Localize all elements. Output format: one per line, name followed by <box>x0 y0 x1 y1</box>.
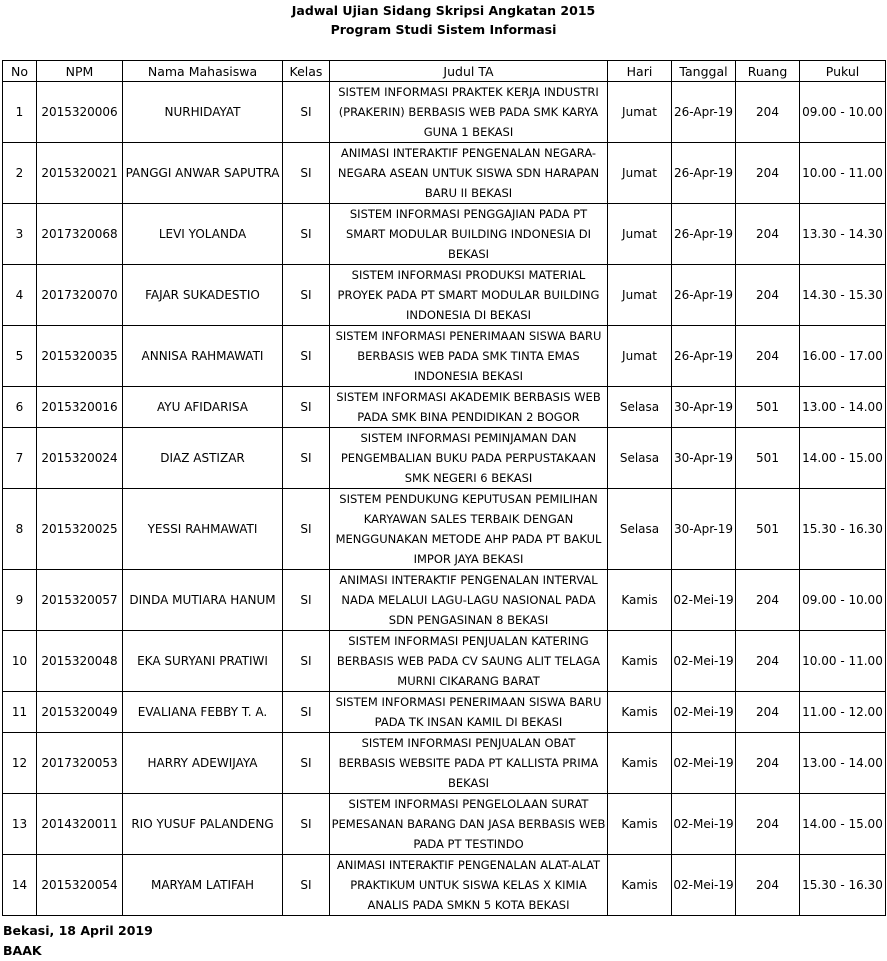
judul-line: PADA TK INSAN KAMIL DI BEKASI <box>374 715 563 729</box>
cell-pukul: 13.30 - 14.30 <box>800 204 886 265</box>
cell-kelas: SI <box>283 489 330 570</box>
cell-npm: 2015320024 <box>37 428 123 489</box>
judul-line: SISTEM INFORMASI PRODUKSI MATERIAL <box>351 268 586 282</box>
table-row <box>3 489 886 570</box>
cell-npm: 2015320006 <box>37 82 123 143</box>
cell-npm: 2015320025 <box>37 489 123 570</box>
judul-line: PENGEMBALIAN BUKU PADA PERPUSTAKAAN <box>340 451 597 465</box>
judul-line: BERBASIS WEB PADA SMK TINTA EMAS <box>357 349 580 363</box>
cell-npm: 2015320054 <box>37 855 123 916</box>
cell-judul <box>330 326 608 387</box>
cell-judul <box>330 631 608 692</box>
cell-tanggal: 02-Mei-19 <box>672 733 736 794</box>
cell-kelas: SI <box>283 794 330 855</box>
cell-kelas: SI <box>283 204 330 265</box>
cell-nama: FAJAR SUKADESTIO <box>123 265 283 326</box>
table-row <box>3 265 886 326</box>
cell-tanggal: 02-Mei-19 <box>672 692 736 733</box>
cell-hari: Selasa <box>608 489 672 570</box>
cell-tanggal: 02-Mei-19 <box>672 570 736 631</box>
table-row <box>3 855 886 916</box>
cell-kelas: SI <box>283 570 330 631</box>
cell-ruang: 204 <box>736 855 800 916</box>
cell-pukul: 13.00 - 14.00 <box>800 733 886 794</box>
judul-line: SISTEM INFORMASI PENJUALAN KATERING <box>348 634 589 648</box>
cell-judul <box>330 387 608 428</box>
table-row <box>3 428 886 489</box>
cell-nama: EVALIANA FEBBY T. A. <box>123 692 283 733</box>
header-nama: Nama Mahasiswa <box>123 61 283 82</box>
cell-npm: 2017320068 <box>37 204 123 265</box>
cell-tanggal: 26-Apr-19 <box>672 82 736 143</box>
cell-hari: Kamis <box>608 855 672 916</box>
cell-kelas: SI <box>283 82 330 143</box>
cell-npm: 2015320035 <box>37 326 123 387</box>
table-row <box>3 692 886 733</box>
cell-hari: Jumat <box>608 143 672 204</box>
table-row <box>3 143 886 204</box>
cell-tanggal: 26-Apr-19 <box>672 265 736 326</box>
cell-hari: Kamis <box>608 570 672 631</box>
schedule-table <box>2 60 886 916</box>
cell-nama: EKA SURYANI PRATIWI <box>123 631 283 692</box>
cell-npm: 2015320049 <box>37 692 123 733</box>
judul-line: SMART MODULAR BUILDING INDONESIA DI <box>345 227 592 241</box>
cell-pukul: 09.00 - 10.00 <box>800 570 886 631</box>
cell-ruang: 204 <box>736 82 800 143</box>
cell-kelas: SI <box>283 733 330 794</box>
judul-line: ANIMASI INTERAKTIF PENGENALAN NEGARA- <box>340 146 597 160</box>
judul-line: (PRAKERIN) BERBASIS WEB PADA SMK KARYA <box>338 105 599 119</box>
cell-pukul: 14.00 - 15.00 <box>800 428 886 489</box>
cell-hari: Jumat <box>608 326 672 387</box>
cell-tanggal: 26-Apr-19 <box>672 204 736 265</box>
header-judul: Judul TA <box>330 61 608 82</box>
judul-line: MURNI CIKARANG BARAT <box>397 674 540 688</box>
cell-nama: DINDA MUTIARA HANUM <box>123 570 283 631</box>
footer-org: BAAK <box>3 943 42 958</box>
judul-line: ANALIS PADA SMKN 5 KOTA BEKASI <box>367 898 570 912</box>
judul-line: SISTEM INFORMASI PENJUALAN OBAT <box>361 736 576 750</box>
cell-judul <box>330 794 608 855</box>
cell-nama: DIAZ ASTIZAR <box>123 428 283 489</box>
cell-kelas: SI <box>283 265 330 326</box>
header-tanggal: Tanggal <box>672 61 736 82</box>
cell-pukul: 14.00 - 15.00 <box>800 794 886 855</box>
cell-nama: RIO YUSUF PALANDENG <box>123 794 283 855</box>
cell-tanggal: 30-Apr-19 <box>672 387 736 428</box>
judul-line: NADA MELALUI LAGU-LAGU NASIONAL PADA <box>341 593 596 607</box>
table-row <box>3 631 886 692</box>
judul-line: SISTEM INFORMASI PRAKTEK KERJA INDUSTRI <box>338 85 599 99</box>
judul-line: SISTEM PENDUKUNG KEPUTUSAN PEMILIHAN <box>339 492 598 506</box>
cell-npm: 2017320053 <box>37 733 123 794</box>
cell-hari: Kamis <box>608 692 672 733</box>
cell-no: 13 <box>3 794 37 855</box>
judul-line: BERBASIS WEB PADA CV SAUNG ALIT TELAGA <box>336 654 601 668</box>
cell-no: 6 <box>3 387 37 428</box>
cell-judul <box>330 265 608 326</box>
header-kelas: Kelas <box>283 61 330 82</box>
cell-nama: NURHIDAYAT <box>123 82 283 143</box>
cell-ruang: 204 <box>736 692 800 733</box>
cell-kelas: SI <box>283 428 330 489</box>
cell-nama: YESSI RAHMAWATI <box>123 489 283 570</box>
judul-line: SISTEM INFORMASI PEMINJAMAN DAN <box>360 431 577 445</box>
judul-line: ANIMASI INTERAKTIF PENGENALAN INTERVAL <box>339 573 598 587</box>
cell-kelas: SI <box>283 143 330 204</box>
cell-pukul: 09.00 - 10.00 <box>800 82 886 143</box>
judul-line: PRAKTIKUM UNTUK SISWA KELAS X KIMIA <box>350 878 587 892</box>
cell-nama: MARYAM LATIFAH <box>123 855 283 916</box>
cell-kelas: SI <box>283 387 330 428</box>
judul-line: INDONESIA BEKASI <box>413 369 524 383</box>
cell-hari: Kamis <box>608 631 672 692</box>
judul-line: SDN PENGASINAN 8 BEKASI <box>388 613 549 627</box>
table-row <box>3 387 886 428</box>
cell-no: 3 <box>3 204 37 265</box>
cell-pukul: 13.00 - 14.00 <box>800 387 886 428</box>
cell-tanggal: 02-Mei-19 <box>672 855 736 916</box>
cell-nama: AYU AFIDARISA <box>123 387 283 428</box>
cell-judul <box>330 428 608 489</box>
cell-pukul: 10.00 - 11.00 <box>800 631 886 692</box>
cell-hari: Jumat <box>608 265 672 326</box>
judul-line: PEMESANAN BARANG DAN JASA BERBASIS WEB <box>331 817 606 831</box>
cell-pukul: 15.30 - 16.30 <box>800 489 886 570</box>
judul-line: BERBASIS WEBSITE PADA PT KALLISTA PRIMA <box>338 756 599 770</box>
cell-ruang: 204 <box>736 143 800 204</box>
judul-line: GUNA 1 BEKASI <box>423 125 514 139</box>
cell-hari: Jumat <box>608 82 672 143</box>
cell-tanggal: 30-Apr-19 <box>672 428 736 489</box>
cell-judul <box>330 489 608 570</box>
cell-tanggal: 26-Apr-19 <box>672 143 736 204</box>
cell-ruang: 204 <box>736 265 800 326</box>
cell-no: 7 <box>3 428 37 489</box>
cell-judul <box>330 82 608 143</box>
header-row <box>3 61 886 82</box>
cell-pukul: 16.00 - 17.00 <box>800 326 886 387</box>
cell-judul <box>330 143 608 204</box>
cell-hari: Kamis <box>608 794 672 855</box>
cell-judul <box>330 570 608 631</box>
cell-nama: PANGGI ANWAR SAPUTRA <box>123 143 283 204</box>
cell-npm: 2014320011 <box>37 794 123 855</box>
judul-line: IMPOR JAYA BEKASI <box>413 552 524 566</box>
table-row <box>3 82 886 143</box>
cell-no: 10 <box>3 631 37 692</box>
cell-tanggal: 26-Apr-19 <box>672 326 736 387</box>
document-subtitle: Program Studi Sistem Informasi <box>330 22 557 37</box>
cell-ruang: 204 <box>736 631 800 692</box>
cell-kelas: SI <box>283 692 330 733</box>
cell-ruang: 204 <box>736 570 800 631</box>
cell-hari: Jumat <box>608 204 672 265</box>
cell-nama: HARRY ADEWIJAYA <box>123 733 283 794</box>
cell-hari: Kamis <box>608 733 672 794</box>
judul-line: SISTEM INFORMASI PENERIMAAN SISWA BARU <box>335 695 602 709</box>
cell-no: 8 <box>3 489 37 570</box>
cell-pukul: 11.00 - 12.00 <box>800 692 886 733</box>
cell-npm: 2015320057 <box>37 570 123 631</box>
header-ruang: Ruang <box>736 61 800 82</box>
cell-no: 11 <box>3 692 37 733</box>
judul-line: NEGARA ASEAN UNTUK SISWA SDN HARAPAN <box>337 166 600 180</box>
cell-npm: 2015320021 <box>37 143 123 204</box>
cell-judul <box>330 855 608 916</box>
cell-tanggal: 02-Mei-19 <box>672 794 736 855</box>
cell-tanggal: 02-Mei-19 <box>672 631 736 692</box>
cell-ruang: 501 <box>736 428 800 489</box>
judul-line: BARU II BEKASI <box>424 186 513 200</box>
judul-line: SISTEM INFORMASI AKADEMIK BERBASIS WEB <box>336 390 601 404</box>
footer-place-date: Bekasi, 18 April 2019 <box>3 923 153 938</box>
cell-npm: 2015320048 <box>37 631 123 692</box>
cell-no: 2 <box>3 143 37 204</box>
judul-line: BEKASI <box>447 247 490 261</box>
header-no: No <box>3 61 37 82</box>
cell-no: 9 <box>3 570 37 631</box>
cell-npm: 2017320070 <box>37 265 123 326</box>
cell-no: 5 <box>3 326 37 387</box>
cell-no: 4 <box>3 265 37 326</box>
cell-ruang: 204 <box>736 326 800 387</box>
judul-line: MENGGUNAKAN METODE AHP PADA PT BAKUL <box>335 532 602 546</box>
document-title: Jadwal Ujian Sidang Skripsi Angkatan 2015 <box>291 3 596 18</box>
cell-judul <box>330 692 608 733</box>
judul-line: INDONESIA DI BEKASI <box>406 308 531 322</box>
judul-line: KARYAWAN SALES TERBAIK DENGAN <box>363 512 574 526</box>
judul-line: BEKASI <box>447 776 490 790</box>
cell-kelas: SI <box>283 326 330 387</box>
cell-no: 1 <box>3 82 37 143</box>
judul-line: SISTEM INFORMASI PENGELOLAAN SURAT <box>348 797 589 811</box>
cell-ruang: 204 <box>736 733 800 794</box>
table-row <box>3 326 886 387</box>
cell-pukul: 15.30 - 16.30 <box>800 855 886 916</box>
cell-ruang: 501 <box>736 387 800 428</box>
header-npm: NPM <box>37 61 123 82</box>
cell-ruang: 204 <box>736 204 800 265</box>
table-row <box>3 570 886 631</box>
cell-no: 14 <box>3 855 37 916</box>
table-row <box>3 204 886 265</box>
cell-judul <box>330 733 608 794</box>
table-row <box>3 733 886 794</box>
judul-line: PROYEK PADA PT SMART MODULAR BUILDING <box>337 288 600 302</box>
cell-kelas: SI <box>283 855 330 916</box>
cell-pukul: 14.30 - 15.30 <box>800 265 886 326</box>
cell-tanggal: 30-Apr-19 <box>672 489 736 570</box>
cell-ruang: 501 <box>736 489 800 570</box>
judul-line: PADA SMK BINA PENDIDIKAN 2 BOGOR <box>357 410 580 424</box>
table-row <box>3 794 886 855</box>
cell-judul <box>330 204 608 265</box>
cell-npm: 2015320016 <box>37 387 123 428</box>
cell-kelas: SI <box>283 631 330 692</box>
judul-line: SMK NEGERI 6 BEKASI <box>404 471 533 485</box>
judul-line: SISTEM INFORMASI PENGGAJIAN PADA PT <box>349 207 588 221</box>
cell-ruang: 204 <box>736 794 800 855</box>
cell-nama: ANNISA RAHMAWATI <box>123 326 283 387</box>
cell-hari: Selasa <box>608 387 672 428</box>
judul-line: PADA PT TESTINDO <box>413 837 524 851</box>
header-hari: Hari <box>608 61 672 82</box>
cell-pukul: 10.00 - 11.00 <box>800 143 886 204</box>
header-pukul: Pukul <box>800 61 886 82</box>
judul-line: SISTEM INFORMASI PENERIMAAN SISWA BARU <box>335 329 602 343</box>
cell-hari: Selasa <box>608 428 672 489</box>
cell-nama: LEVI YOLANDA <box>123 204 283 265</box>
judul-line: ANIMASI INTERAKTIF PENGENALAN ALAT-ALAT <box>336 858 601 872</box>
cell-no: 12 <box>3 733 37 794</box>
